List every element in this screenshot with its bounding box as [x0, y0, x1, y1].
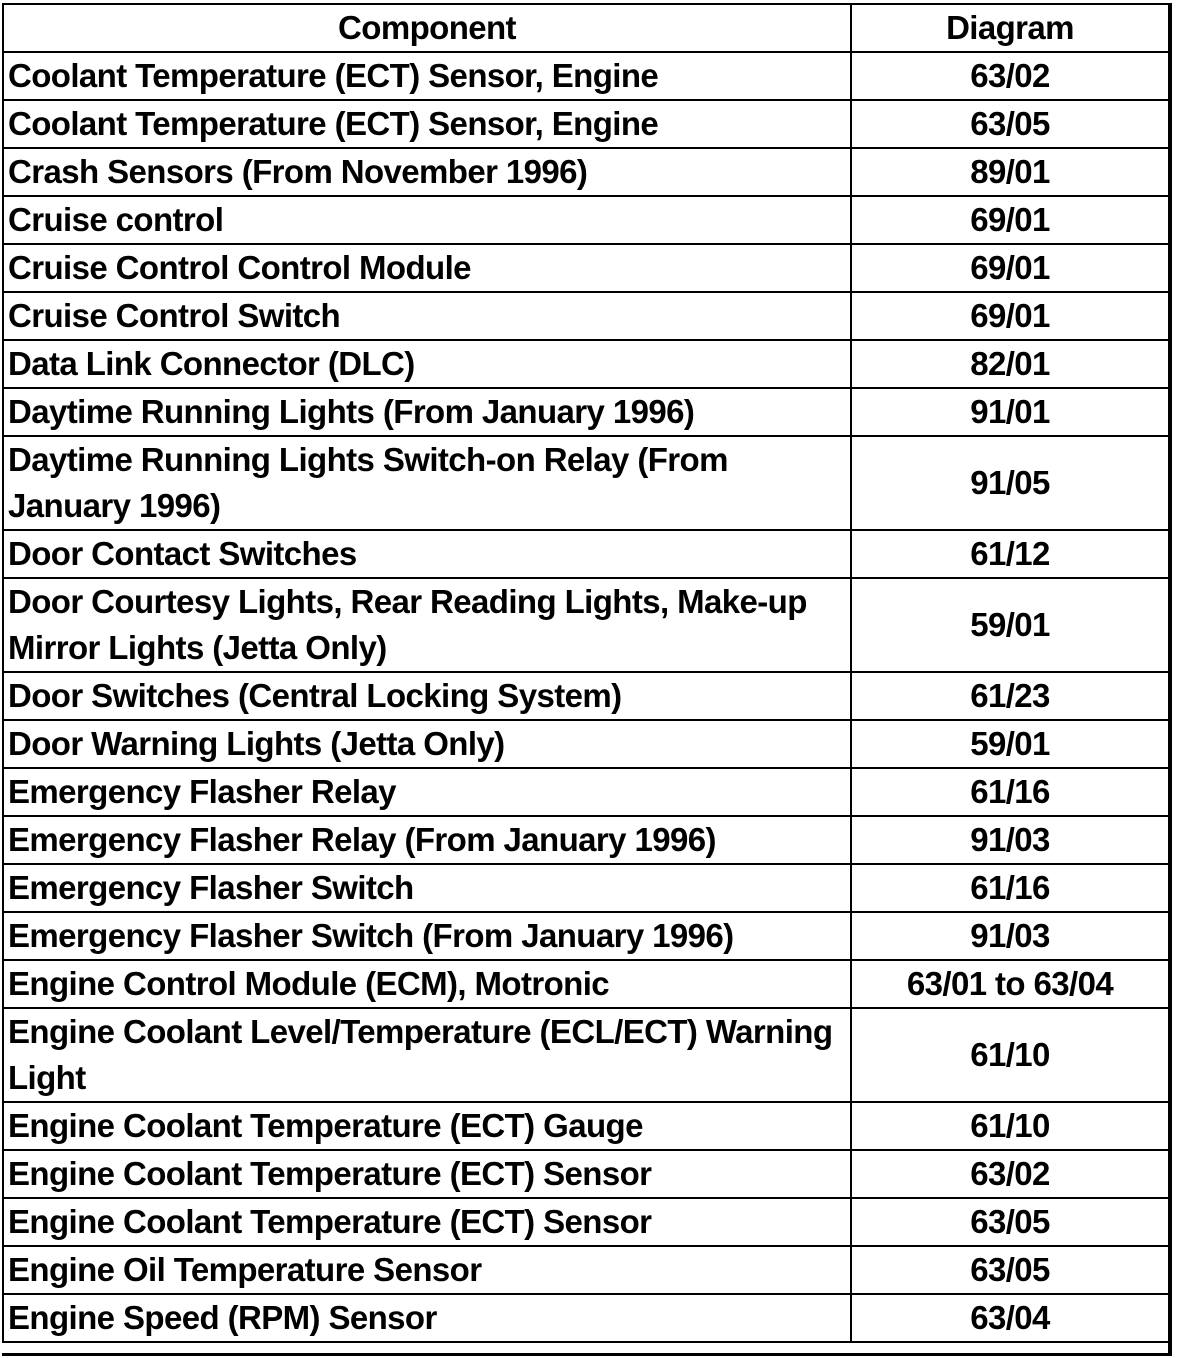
component-cell: Engine Coolant Temperature (ECT) Gauge — [3, 1102, 851, 1150]
table-row — [3, 530, 1169, 578]
component-cell: Data Link Connector (DLC) — [3, 340, 851, 388]
diagram-cell: 69/01 — [851, 292, 1169, 340]
header-component: Component — [3, 4, 851, 52]
component-cell: Emergency Flasher Relay (From January 1996) — [3, 816, 851, 864]
component-cell: Daytime Running Lights (From January 1996) — [3, 388, 851, 436]
table-row — [3, 1008, 1169, 1102]
diagram-cell: 61/12 — [851, 530, 1169, 578]
table-row — [3, 1294, 1169, 1342]
table-row — [3, 340, 1169, 388]
table-row — [3, 672, 1169, 720]
diagram-cell: 63/02 — [851, 1150, 1169, 1198]
diagram-cell: 59/01 — [851, 720, 1169, 768]
diagram-cell: 63/02 — [851, 52, 1169, 100]
diagram-cell: 89/01 — [851, 148, 1169, 196]
diagram-cell: 63/05 — [851, 1198, 1169, 1246]
header-diagram: Diagram — [851, 4, 1169, 52]
diagram-cell: 63/04 — [851, 1294, 1169, 1342]
table-row — [3, 1198, 1169, 1246]
diagram-cell: 61/16 — [851, 864, 1169, 912]
diagram-cell: 91/01 — [851, 388, 1169, 436]
diagram-cell: 63/05 — [851, 100, 1169, 148]
component-cell: Emergency Flasher Switch (From January 1996) — [3, 912, 851, 960]
diagram-cell: 91/03 — [851, 816, 1169, 864]
table-row — [3, 196, 1169, 244]
component-cell: Emergency Flasher Switch — [3, 864, 851, 912]
component-cell: Coolant Temperature (ECT) Sensor, Engine — [3, 52, 851, 100]
component-cell: Engine Coolant Temperature (ECT) Sensor — [3, 1150, 851, 1198]
component-cell: Engine Control Module (ECM), Motronic — [3, 960, 851, 1008]
table-row — [3, 864, 1169, 912]
component-cell: Engine Coolant Level/Temperature (ECL/ECT) Warning Light — [3, 1008, 851, 1102]
component-cell: Engine Speed (RPM) Sensor — [3, 1294, 851, 1342]
component-cell: Door Courtesy Lights, Rear Reading Lights, Make-up Mirror Lights (Jetta Only) — [3, 578, 851, 672]
component-cell: Daytime Running Lights Switch-on Relay (From January 1996) — [3, 436, 851, 530]
component-cell: Door Contact Switches — [3, 530, 851, 578]
table-row — [3, 578, 1169, 672]
diagram-cell: 91/05 — [851, 436, 1169, 530]
component-diagram-table-wrapper — [2, 3, 1172, 1356]
header-row — [3, 4, 1169, 52]
table-row — [3, 1246, 1169, 1294]
component-cell: Door Warning Lights (Jetta Only) — [3, 720, 851, 768]
component-cell: Cruise Control Control Module — [3, 244, 851, 292]
component-diagram-table — [2, 3, 1170, 1343]
diagram-cell: 61/23 — [851, 672, 1169, 720]
component-cell: Emergency Flasher Relay — [3, 768, 851, 816]
table-row — [3, 148, 1169, 196]
component-cell: Engine Oil Temperature Sensor — [3, 1246, 851, 1294]
diagram-cell: 69/01 — [851, 244, 1169, 292]
table-row — [3, 768, 1169, 816]
component-cell: Cruise Control Switch — [3, 292, 851, 340]
table-row — [3, 292, 1169, 340]
table-row — [3, 244, 1169, 292]
diagram-cell: 91/03 — [851, 912, 1169, 960]
table-row — [3, 52, 1169, 100]
diagram-cell: 63/05 — [851, 1246, 1169, 1294]
table-row — [3, 816, 1169, 864]
diagram-cell: 61/10 — [851, 1102, 1169, 1150]
component-cell: Cruise control — [3, 196, 851, 244]
table-row — [3, 720, 1169, 768]
diagram-cell: 61/10 — [851, 1008, 1169, 1102]
table-row — [3, 388, 1169, 436]
component-cell: Coolant Temperature (ECT) Sensor, Engine — [3, 100, 851, 148]
table-row — [3, 1150, 1169, 1198]
component-cell: Crash Sensors (From November 1996) — [3, 148, 851, 196]
diagram-cell: 59/01 — [851, 578, 1169, 672]
table-row — [3, 1102, 1169, 1150]
table-row — [3, 960, 1169, 1008]
diagram-cell: 69/01 — [851, 196, 1169, 244]
component-cell: Door Switches (Central Locking System) — [3, 672, 851, 720]
table-row — [3, 436, 1169, 530]
diagram-cell: 63/01 to 63/04 — [851, 960, 1169, 1008]
table-row — [3, 912, 1169, 960]
diagram-cell: 61/16 — [851, 768, 1169, 816]
table-row — [3, 100, 1169, 148]
diagram-cell: 82/01 — [851, 340, 1169, 388]
component-cell: Engine Coolant Temperature (ECT) Sensor — [3, 1198, 851, 1246]
